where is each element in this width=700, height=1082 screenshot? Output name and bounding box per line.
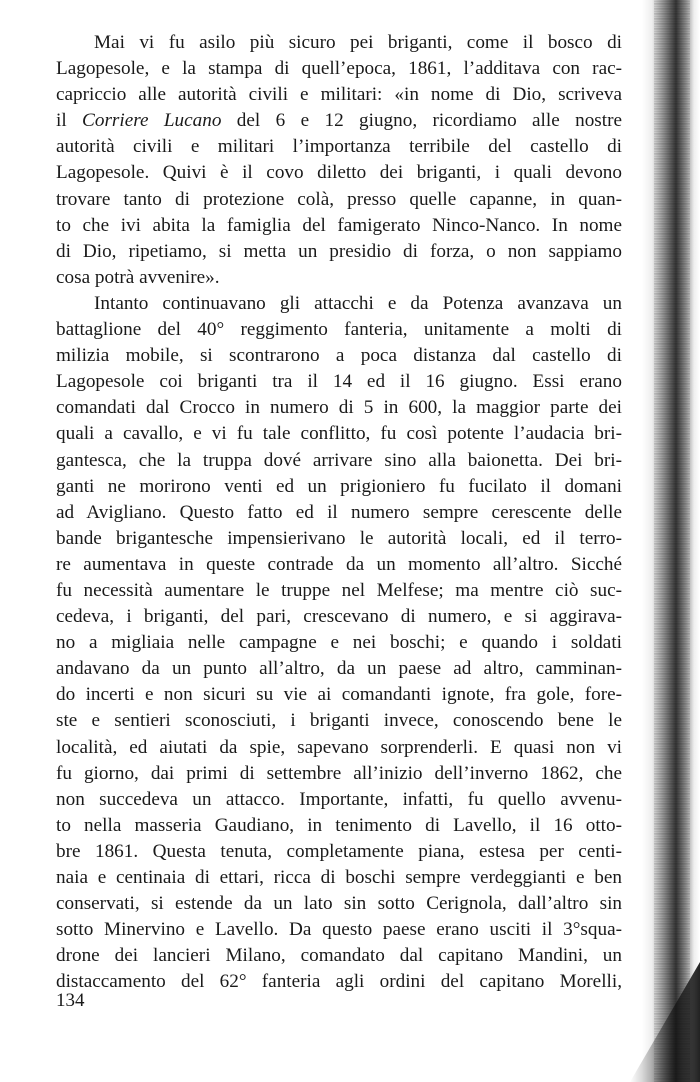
text-line: quali a cavallo, e vi fu tale conflitto, fu così potente l’audacia bri- <box>56 423 622 445</box>
text-line: autorità civili e militari l’importanza terribile del castello di <box>56 136 622 158</box>
text-line: bre 1861. Questa tenuta, completamente piana, estesa per centi- <box>56 840 622 862</box>
text-line: fu necessità aumentare le truppe nel Melfese; ma mentre ciò suc- <box>56 579 622 601</box>
text-line: battaglione del 40° reggimento fanteria, unitamente a molti di <box>56 319 622 341</box>
text-line: località, ed aiutati da spie, sapevano sorprenderli. E quasi non vi <box>56 736 622 758</box>
page-number: 134 <box>56 990 85 1011</box>
text-line: ste e sentieri sconosciuti, i briganti invece, conoscendo bene le <box>56 710 622 732</box>
text-line: capriccio alle autorità civili e militari: «in nome di Dio, scriveva <box>56 84 622 106</box>
text-line: cedeva, i briganti, del pari, crescevano di numero, e si aggirava- <box>56 606 622 628</box>
text-line: Intanto continuavano gli attacchi e da Potenza avanzava un <box>94 292 622 314</box>
text-line: to nella masseria Gaudiano, in tenimento di Lavello, il 16 otto- <box>56 814 622 836</box>
text-line: do incerti e non sicuri su vie ai comandanti ignote, fra gole, fore- <box>56 684 622 706</box>
text-line: Lagopesole, e la stampa di quell’epoca, 1861, l’additava con rac- <box>56 58 622 80</box>
text-fragment: del 6 e 12 giugno, ricordiamo alle nostre <box>221 110 623 132</box>
text-line: naia e centinaia di ettari, ricca di boschi sempre verdeggianti e ben <box>56 867 622 888</box>
text-line: no a migliaia nelle campagne e nei boschi; e quando i soldati <box>56 632 622 654</box>
text-line: conservati, si estende da un lato sin sotto Cerignola, dall’altro sin <box>56 893 622 915</box>
text-line: comandati dal Crocco in numero di 5 in 600, la maggior parte dei <box>56 397 622 419</box>
newspaper-title: Corriere Lucano <box>82 110 222 132</box>
text-line: bande brigantesche impensierivano le autorità locali, ed il terro- <box>56 527 622 549</box>
text-line: distaccamento del 62° fanteria agli ordini del capitano Morelli, <box>56 971 622 993</box>
text-line: drone dei lancieri Milano, comandato dal capitano Mandini, un <box>56 945 622 967</box>
text-line: cosa potrà avvenire». <box>56 266 220 288</box>
text-line: trovare tanto di protezione colà, presso quelle capanne, in quan- <box>56 188 622 210</box>
text-fragment: il <box>56 110 83 132</box>
text-line: ganti ne morirono venti ed un prigioniero fu fucilato il domani <box>56 475 622 497</box>
body-text <box>56 30 622 995</box>
binding-texture <box>654 0 690 1082</box>
text-line: non succedeva un attacco. Importante, infatti, fu quello avvenu- <box>56 788 622 810</box>
text-line: ad Avigliano. Questo fatto ed il numero sempre cerescente delle <box>56 501 622 523</box>
text-line: fu giorno, dai primi di settembre all’inizio dell’inverno 1862, che <box>56 762 622 784</box>
text-line <box>56 108 622 134</box>
text-line: Mai vi fu asilo più sicuro pei briganti, come il bosco di <box>94 32 622 53</box>
text-line: andavano da un punto all’altro, da un paese ad altro, camminan- <box>56 658 622 680</box>
text-line: to che ivi abita la famiglia del famigerato Ninco-Nanco. In nome <box>56 214 622 236</box>
text-line: milizia mobile, si scontrarono a poca distanza dal castello di <box>56 345 622 367</box>
text-line: re aumentava in queste contrade da un momento all’altro. Sicché <box>56 553 622 575</box>
text-line: sotto Minervino e Lavello. Da questo paese erano usciti il 3°squa- <box>56 919 622 941</box>
text-line: Lagopesole coi briganti tra il 14 ed il 16 giugno. Essi erano <box>56 371 622 393</box>
text-line: Lagopesole. Quivi è il covo diletto dei briganti, i quali devono <box>56 162 622 184</box>
text-line: di Dio, ripetiamo, si metta un presidio di forza, o non sappiamo <box>56 240 622 262</box>
text-line: gantesca, che la truppa dové arrivare sino alla baionetta. Dei bri- <box>56 449 622 471</box>
